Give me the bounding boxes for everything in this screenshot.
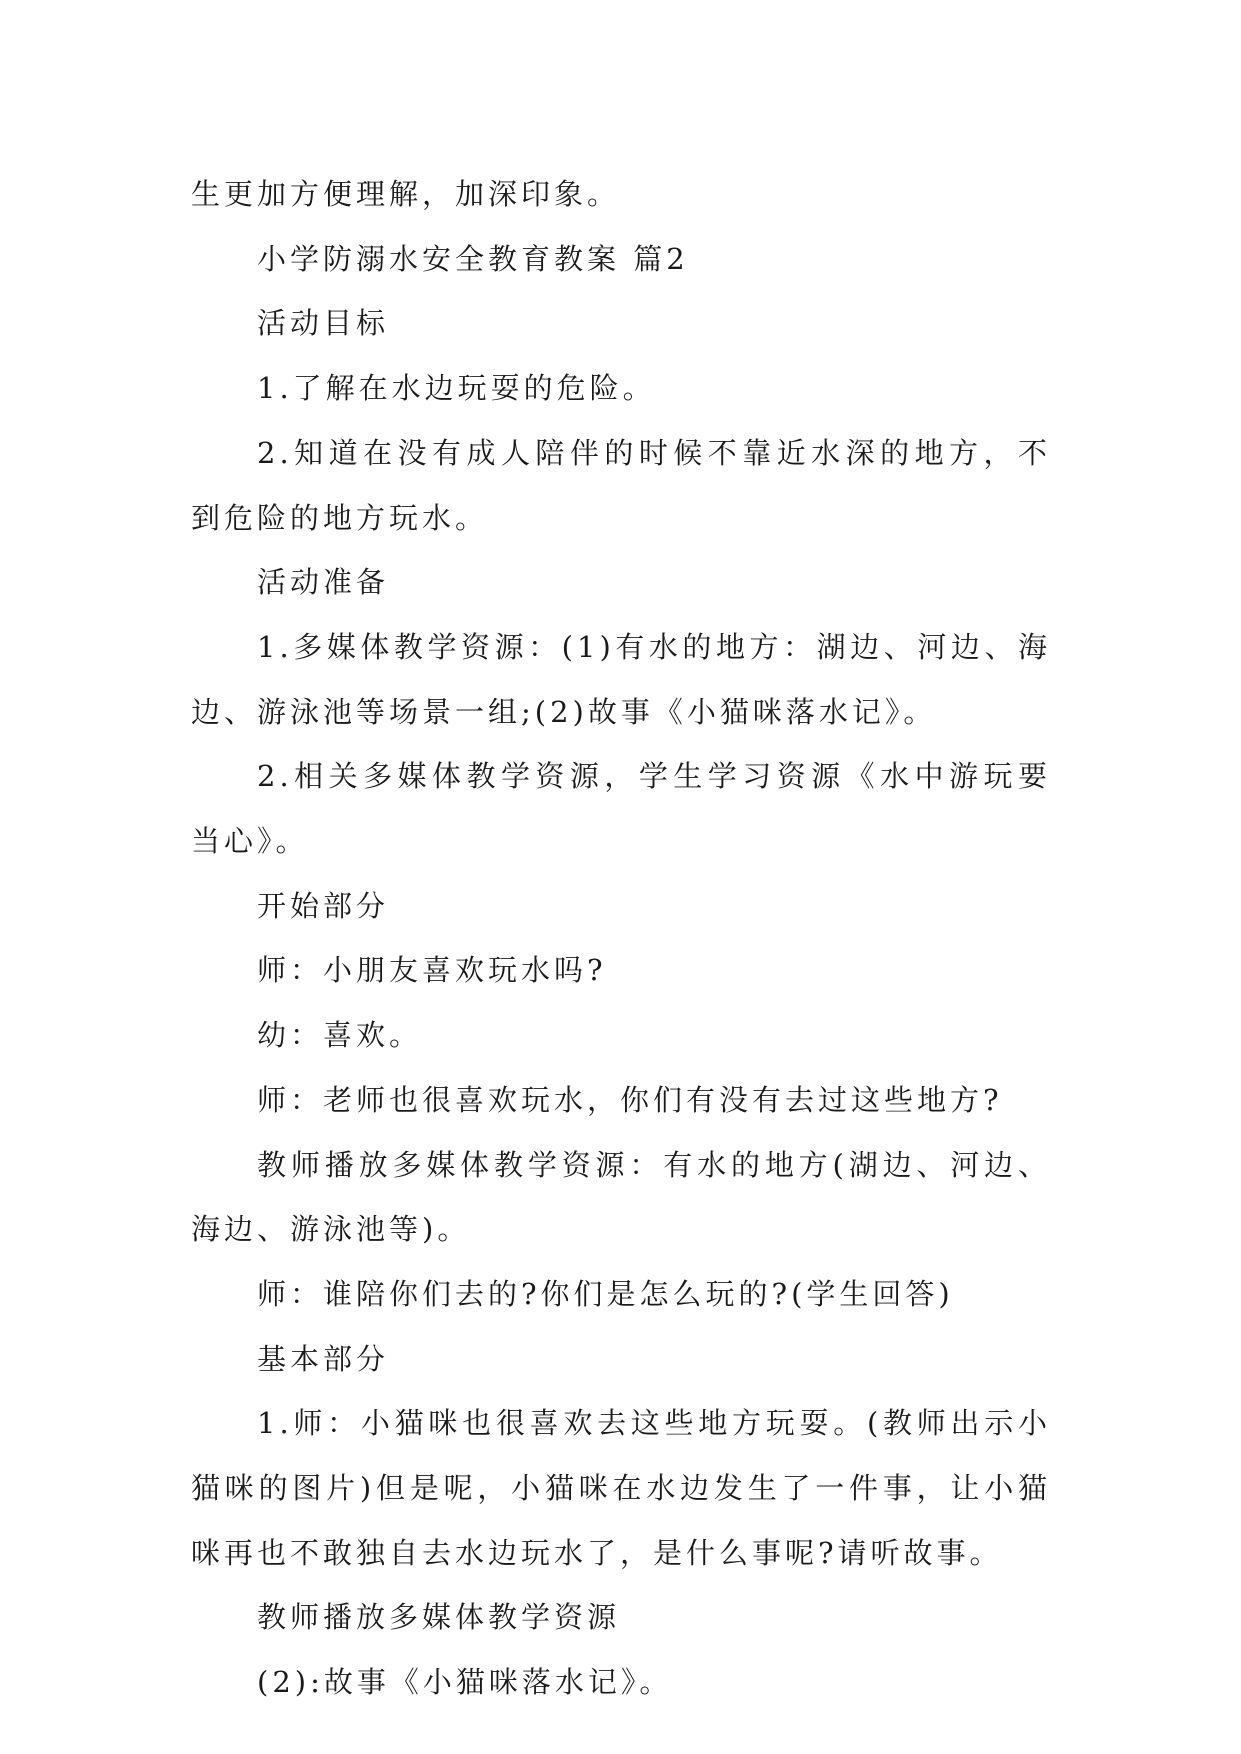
heading-basic-part: 基本部分 xyxy=(257,1341,390,1376)
preparation-item-1: 1.多媒体教学资源：(1)有水的地方：湖边、河边、海边、游泳池等场景一组;(2)故事《小猫咪落水记》。 xyxy=(191,629,1051,729)
goal-item-2: 2.知道在没有成人陪伴的时候不靠近水深的地方，不到危险的地方玩水。 xyxy=(191,435,1051,535)
instruction-paragraph: (2):故事《小猫咪落水记》。 xyxy=(257,1665,673,1700)
heading-opening-part: 开始部分 xyxy=(257,888,390,923)
dialogue-line: 师：谁陪你们去的?你们是怎么玩的?(学生回答) xyxy=(257,1276,954,1311)
dialogue-line: 幼：喜欢。 xyxy=(257,1018,423,1053)
dialogue-line: 师：老师也很喜欢玩水，你们有没有去过这些地方? xyxy=(257,1082,1003,1117)
section-title-lesson-plan-2: 小学防溺水安全教育教案 篇2 xyxy=(257,241,689,276)
heading-activity-preparation: 活动准备 xyxy=(257,565,390,600)
dialogue-line: 师：小朋友喜欢玩水吗? xyxy=(257,953,607,988)
paragraph-continuation: 生更加方便理解，加深印象。 xyxy=(191,177,621,211)
document-body xyxy=(191,162,1051,1715)
goal-item-1: 1.了解在水边玩耍的危险。 xyxy=(257,371,656,406)
preparation-item-2: 2.相关多媒体教学资源，学生学习资源《水中游玩要当心》。 xyxy=(191,759,1051,859)
instruction-paragraph: 教师播放多媒体教学资源 xyxy=(257,1600,621,1635)
basic-item-1: 1.师：小猫咪也很喜欢去这些地方玩耍。(教师出示小猫咪的图片)但是呢，小猫咪在水边发生了一件事，让小猫咪再也不敢独自去水边玩水了，是什么事呢?请听故事。 xyxy=(191,1406,1051,1570)
instruction-paragraph: 教师播放多媒体教学资源：有水的地方(湖边、河边、海边、游泳池等)。 xyxy=(191,1147,1051,1247)
heading-activity-goals: 活动目标 xyxy=(257,306,390,341)
